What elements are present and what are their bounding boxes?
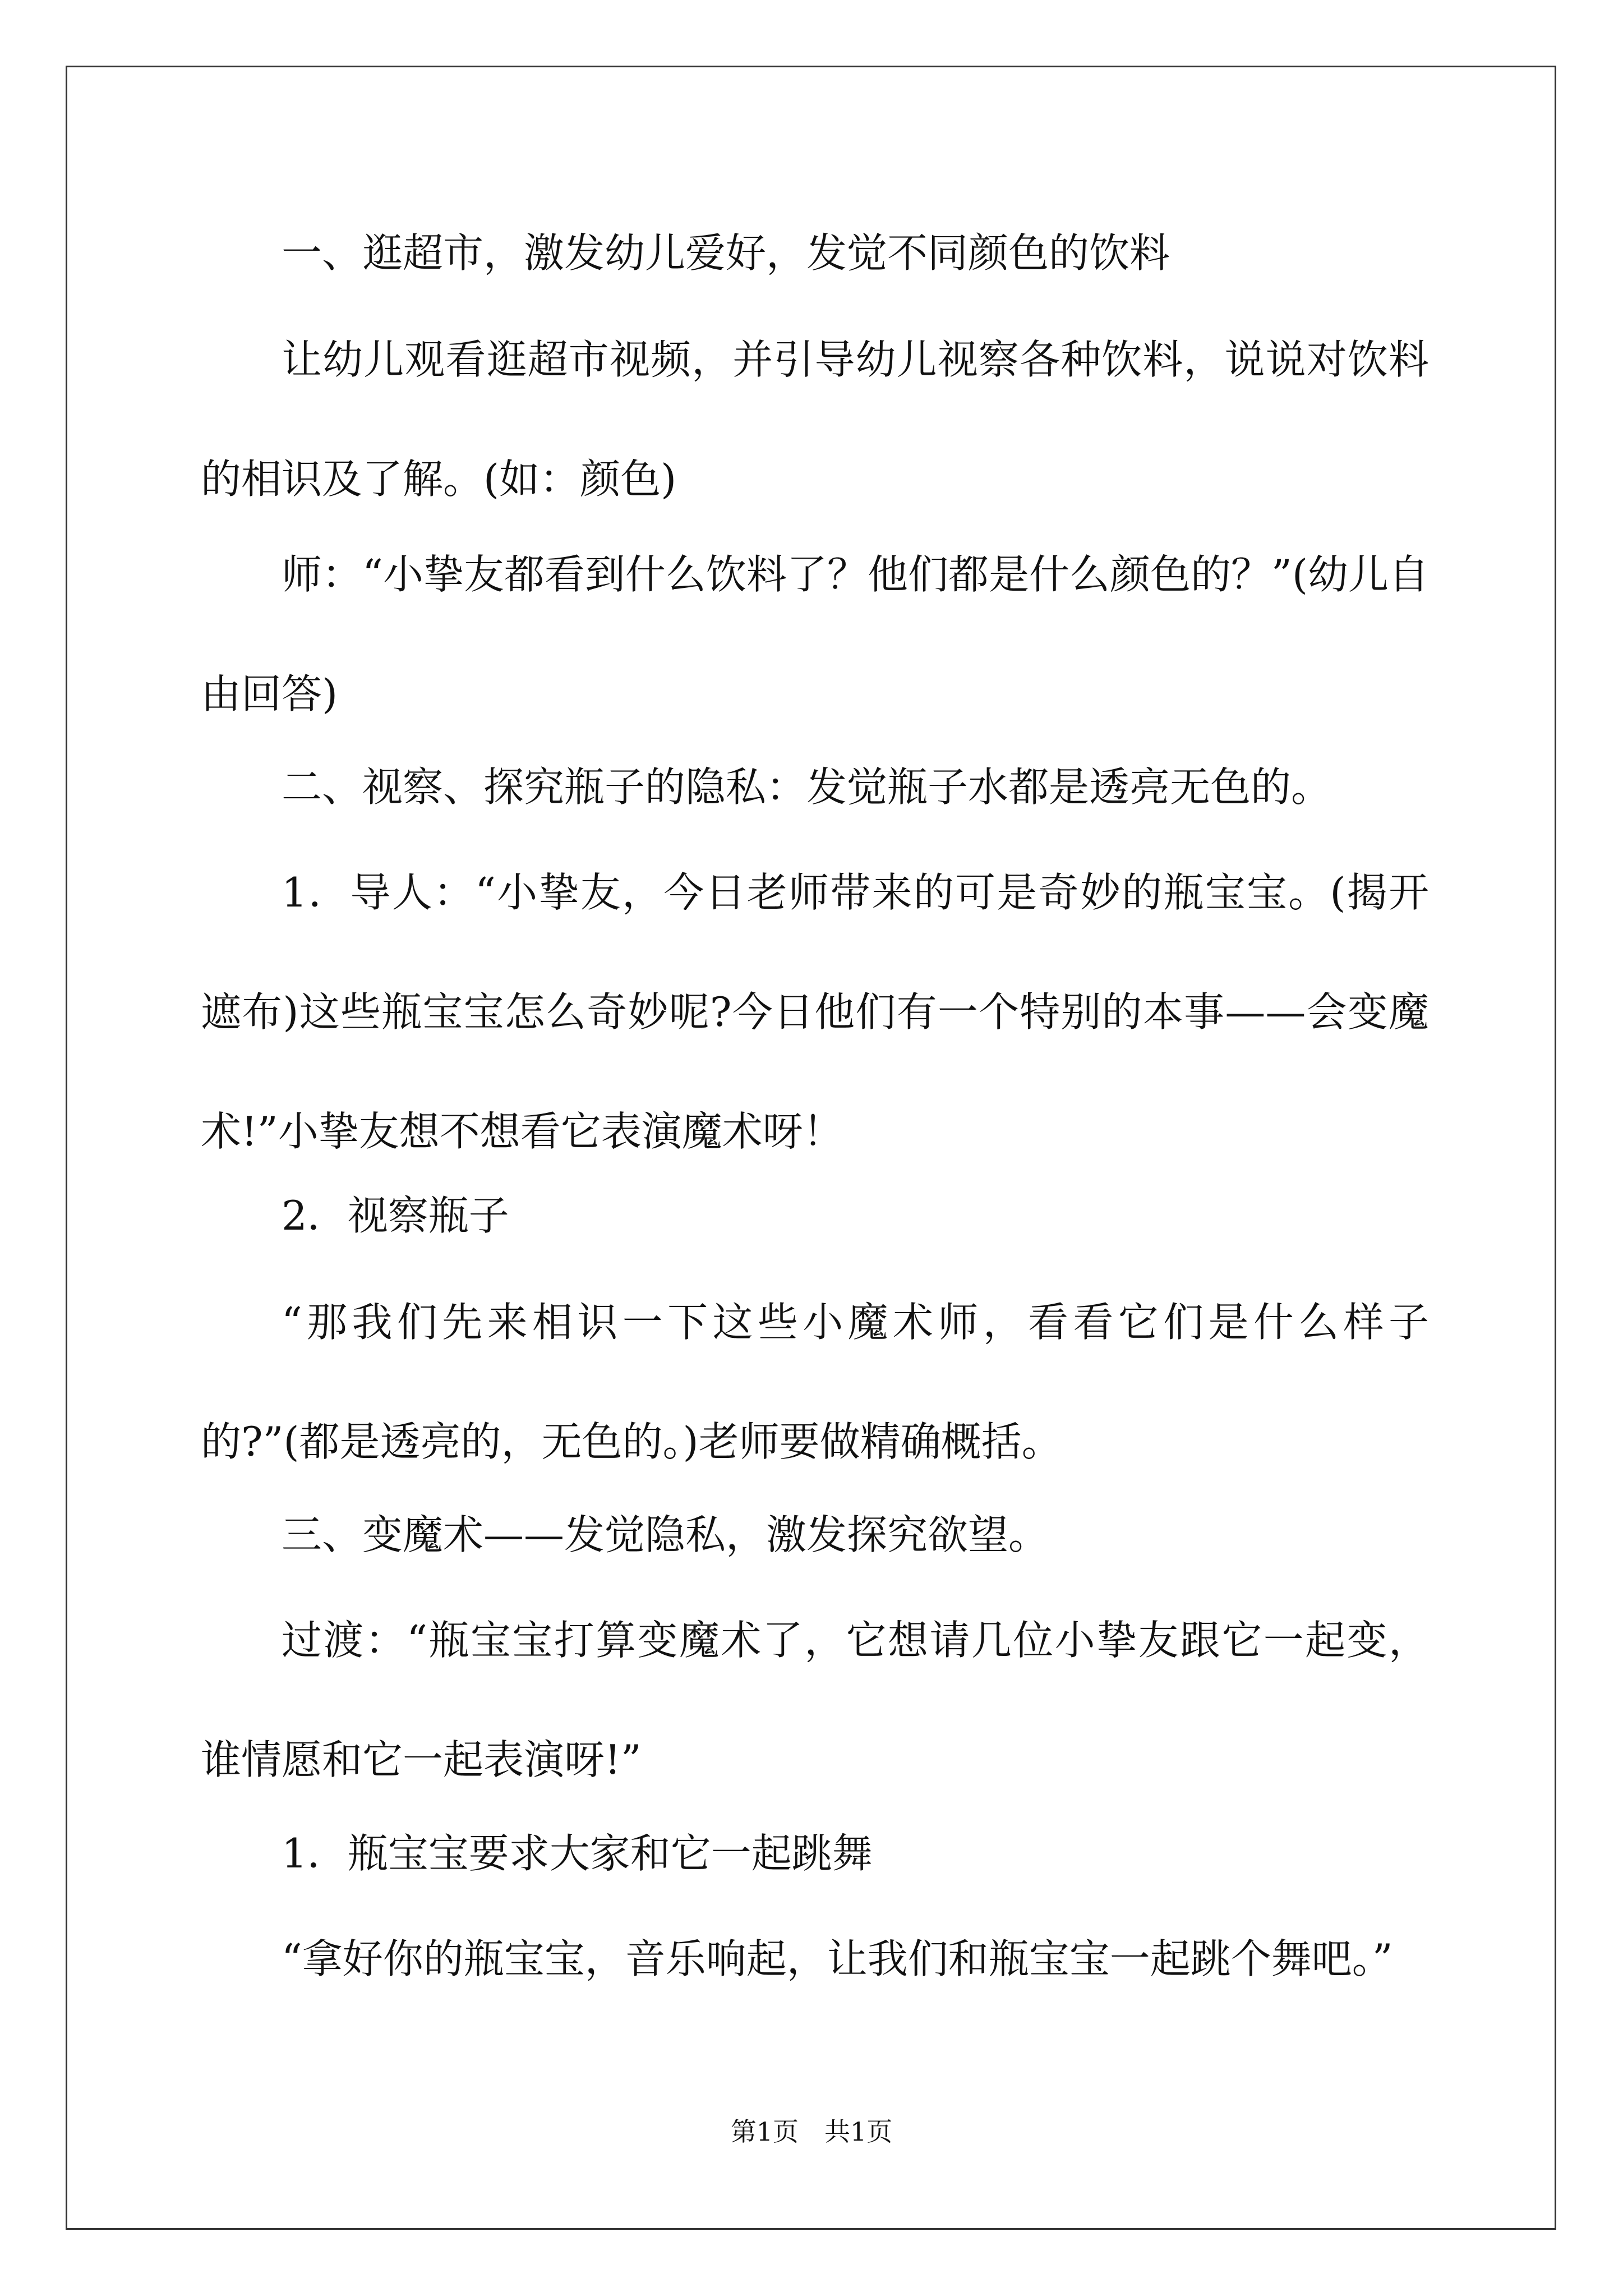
paragraph-1: 一、逛超市，激发幼儿爱好，发觉不同颜色的饮料 — [282, 229, 1170, 277]
paragraph-5: 1．导人：“小挚友，今日老师带来的可是奇妙的瓶宝宝。(揭开遮布)这些瓶宝宝怎么奇妙呢?今日他们有一个特别的本事——会变魔术!”小挚友想不想看它表演魔术呀！ — [201, 869, 1429, 1155]
page-footer: 第1页 共1页 — [730, 2116, 893, 2147]
paragraph-11: “拿好你的瓶宝宝，音乐响起，让我们和瓶宝宝一起跳个舞吧。” — [282, 1935, 1393, 1982]
paragraph-3: 师：“小挚友都看到什么饮料了？他们都是什么颜色的？”(幼儿自由回答) — [201, 551, 1429, 717]
paragraph-6: 2．视察瓶子 — [282, 1192, 509, 1239]
paragraph-2: 让幼儿观看逛超市视频，并引导幼儿视察各种饮料，说说对饮料的相识及了解。(如：颜色) — [201, 336, 1429, 503]
paragraph-7: “那我们先来相识一下这些小魔术师，看看它们是什么样子的?”(都是透亮的，无色的。)老师要做精确概括。 — [201, 1299, 1429, 1465]
paragraph-4: 二、视察、探究瓶子的隐私：发觉瓶子水都是透亮无色的。 — [282, 763, 1332, 811]
paragraph-8: 三、变魔术——发觉隐私，激发探究欲望。 — [282, 1511, 1049, 1558]
paragraph-10: 1．瓶宝宝要求大家和它一起跳舞 — [282, 1830, 873, 1877]
paragraph-9: 过渡：“瓶宝宝打算变魔术了，它想请几位小挚友跟它一起变，谁情愿和它一起表演呀!” — [201, 1617, 1429, 1783]
